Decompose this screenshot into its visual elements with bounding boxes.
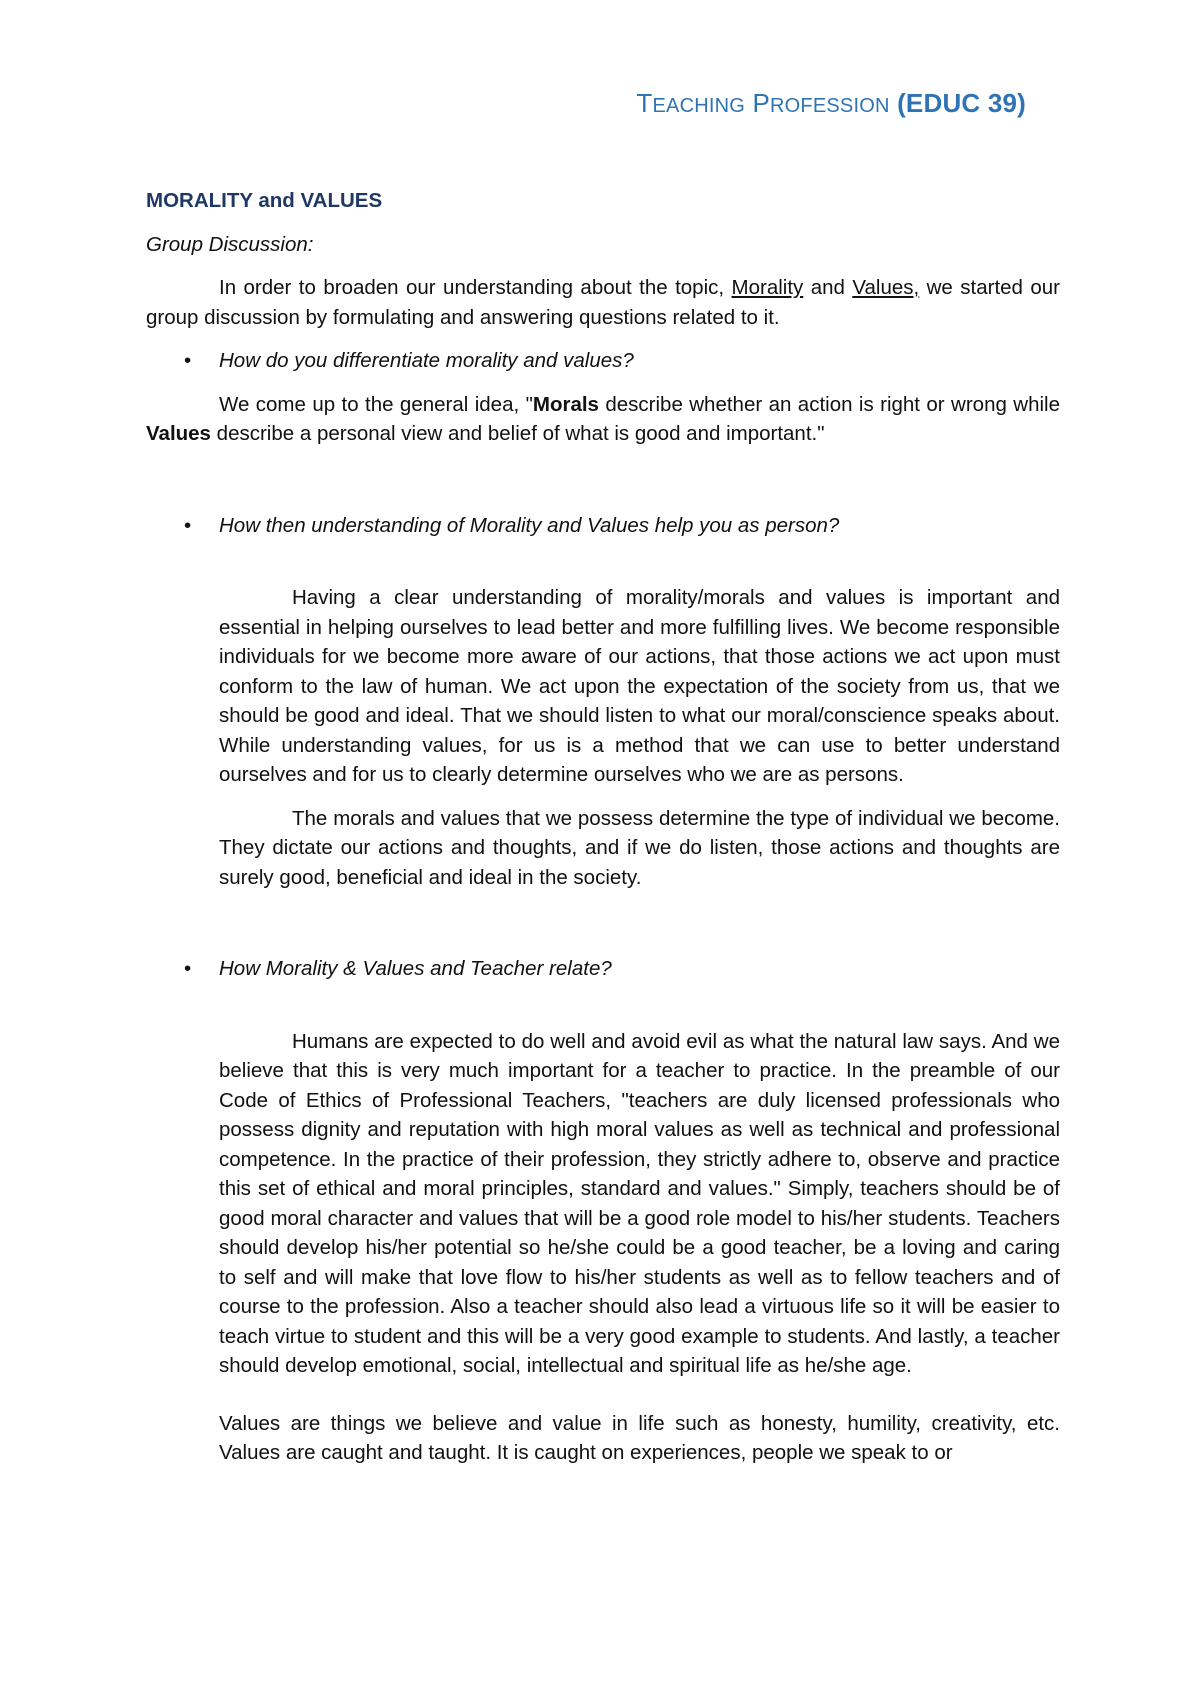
intro-morality-underlined: Morality [731,276,804,299]
answer-1-text-3: describe a personal view and belief of what is good and important." [210,422,825,445]
question-1 [146,346,1060,376]
bullet-icon: • [184,957,192,980]
document-body [146,186,1060,1468]
answer-1-morals-bold: Morals [532,392,599,416]
answer-3-paragraph-2: Values are things we believe and value in life such as honesty, humility, creativity, etc. Values are caught and taught. It is caught on experiences, people we speak to or [219,1411,1060,1464]
intro-values-underlined: Values, [852,276,920,299]
group-discussion-label: Group Discussion: [146,232,314,256]
header-title-letter-t: T [636,88,653,118]
answer-2-block [146,583,1060,892]
question-3 [146,954,1060,984]
header-title-rofession: ROFESSION [770,95,890,117]
bullet-icon: • [184,349,192,372]
intro-text-1: In order to broaden our understanding about the topic, [219,276,732,299]
intro-text-2: we started our group discussion by formulating and answering questions related to it. [146,276,1060,329]
answer-2-paragraph-1: Having a clear understanding of morality/morals and values is important and essential in helping ourselves to lead better and more fulfilling lives. We become responsible individuals for we become more aware of our actions, that those actions we act upon must conform to the law of human. We act upon the expectation of the society from us, that we should be good and ideal. That we should listen to what our moral/conscience speaks about. While understanding values, for us is a method that we can use to better understand ourselves and for us to clearly determine ourselves who we are as persons. [219,586,1060,786]
intro-paragraph [146,273,1060,332]
answer-3-paragraph-1: Humans are expected to do well and avoid evil as what the natural law says. And we believe that this is very much important for a teacher to practice. In the preamble of our Code of Ethics of Professional Teachers, "teachers are duly licensed professionals who possess dignity and reputation with high moral values as well as technical and professional competence. In the practice of their profession, they strictly adhere to, observe and practice this set of ethical and moral principles, standard and values." Simply, teachers should be of good moral character and values that will be a good role model to his/her students. Teachers should develop his/her potential so he/she could be a good teacher, be a loving and caring to self and will make that love flow to his/her students as well as to fellow teachers and of course to the profession. Also a teacher should also lead a virtuous life so it will be easier to teach virtue to student and this will be a very good example to students. And lastly, a teacher should develop emotional, social, intellectual and spiritual life as he/she age. [219,1029,1060,1377]
bullet-icon: • [184,513,192,537]
header-title-letter-p: P [752,88,771,118]
answer-2-paragraph-2: The morals and values that we possess determine the type of individual we become. They dictate our actions and thoughts, and if we do listen, those actions and thoughts are surely good, beneficial and ideal in the society. [219,806,1060,889]
document-header-title [636,88,1026,119]
answer-1-text-2: describe whether an action is right or wrong while [598,392,1060,416]
header-course-code: (EDUC 39) [897,88,1026,118]
answer-3-block [146,1027,1060,1468]
question-2-text: How then understanding of Morality and Values help you as person? [219,513,840,537]
question-2 [146,511,1060,541]
answer-1-values-bold: Values [146,422,211,445]
answer-1-paragraph [146,390,1060,449]
question-3-text: How Morality & Values and Teacher relate? [219,957,612,980]
question-1-text: How do you differentiate morality and values? [219,349,634,372]
intro-and: and [803,276,853,299]
header-title-each: EACHING [652,95,746,117]
section-heading: MORALITY and VALUES [146,189,383,212]
answer-1-text-1: We come up to the general idea, " [219,392,533,416]
